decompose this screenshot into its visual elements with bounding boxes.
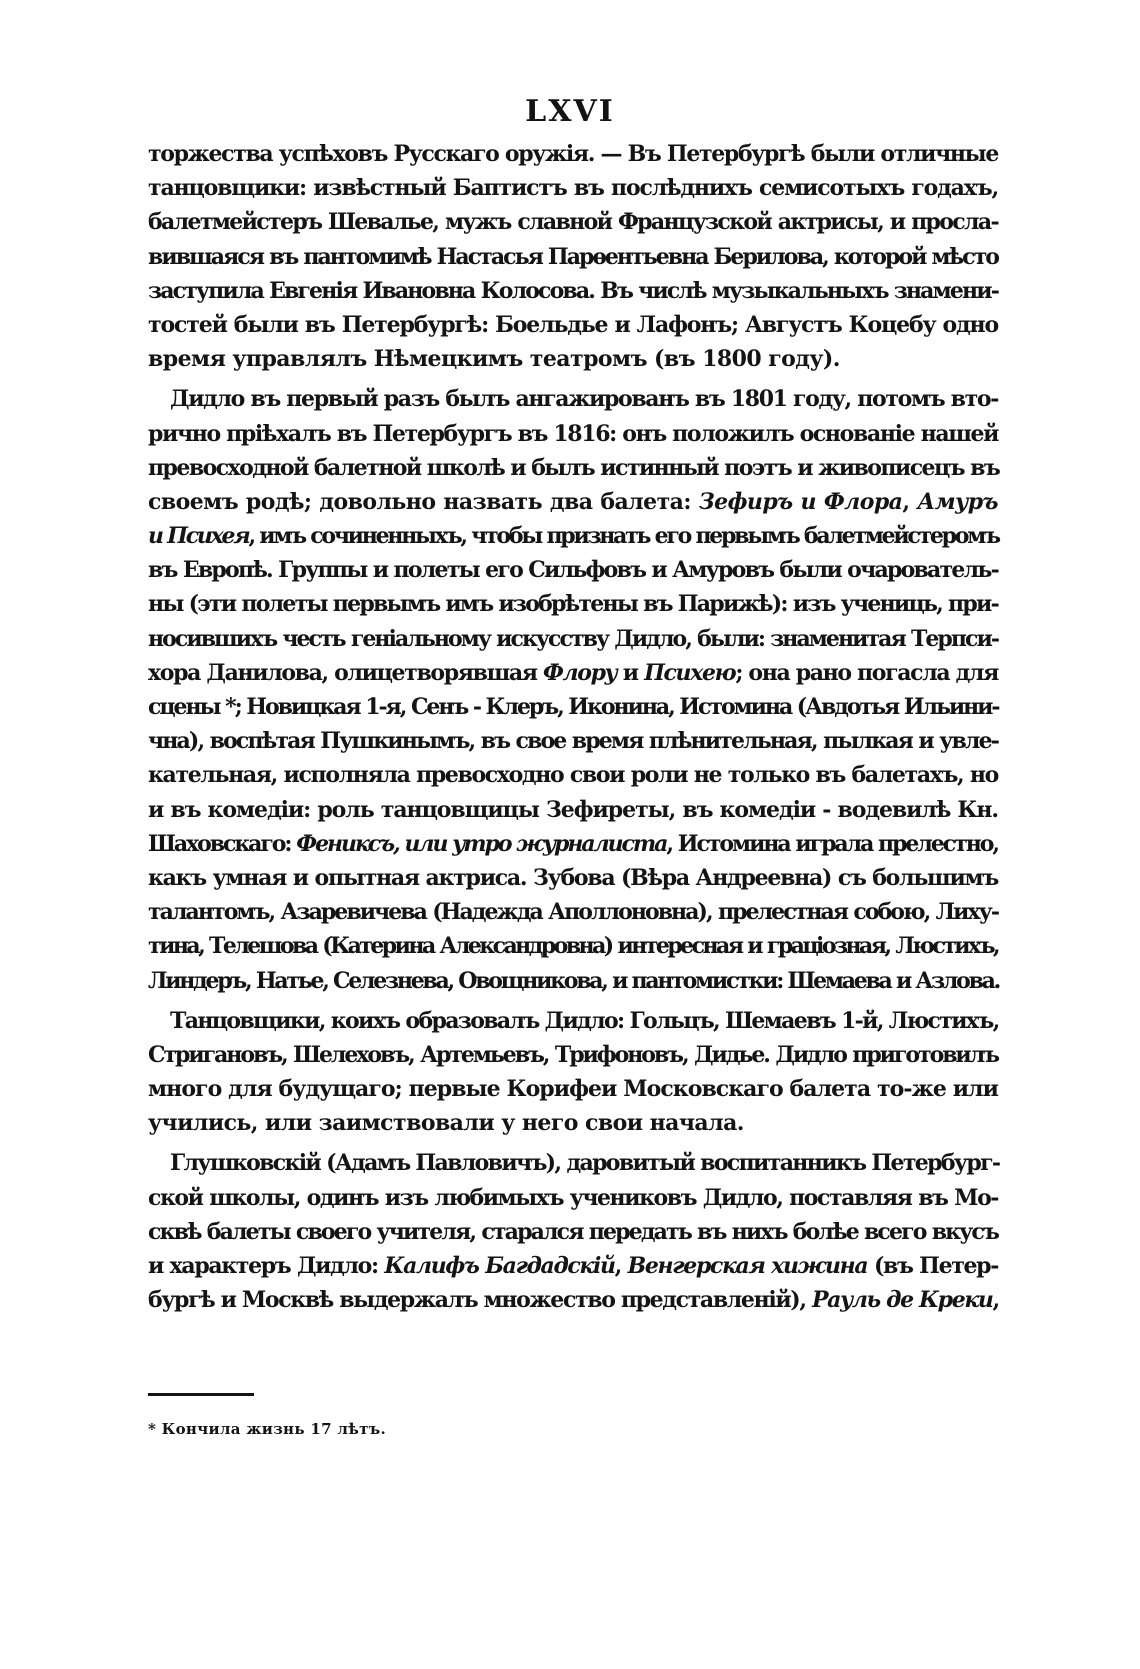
footnote-rule — [148, 1393, 254, 1396]
text-run: Танцовщики, коихъ образовалъ Дидло: Гольцъ, Шемаевъ 1-й, Люстихъ, — [170, 1007, 999, 1034]
text-run: бургѣ и Москвѣ выдержалъ множество представленій), — [148, 1287, 812, 1314]
text-run: Линдеръ, Натье, Селезнева, Овощникова, и пантомистки: Шемаева и Азлова. — [148, 967, 1000, 994]
text-line — [148, 1181, 998, 1215]
text-run: , — [992, 1287, 999, 1314]
text-line — [148, 137, 998, 171]
text-run: ской школы, одинъ изъ любимыхъ учениковъ Дидло, поставляя въ Мо- — [148, 1184, 998, 1211]
italic-title: Психею — [644, 659, 736, 686]
text-run: вившаяся въ пантомимѣ Настасья Парѳентьевна Берилова, которой мѣсто — [148, 243, 998, 270]
text-line — [148, 861, 998, 895]
text-run: и — [616, 659, 645, 686]
text-run: талантомъ, Азаревичева (Надежда Аполлоновна), прелестная собою, Лиху- — [148, 899, 998, 926]
text-run: много для будущаго; первые Корифеи Московскаго балета то-же или — [148, 1076, 998, 1103]
text-run: , — [902, 488, 918, 515]
text-run: (въ Петер- — [867, 1253, 998, 1279]
text-run: балетмейстеръ Шевалье, мужъ славной Французской актрисы, и просла- — [148, 209, 998, 236]
italic-title: Флору — [543, 659, 617, 686]
text-line — [148, 1249, 998, 1283]
text-line — [148, 1283, 998, 1317]
text-run: , Истомина играла прелестно, — [666, 830, 998, 857]
text-line — [148, 758, 998, 792]
text-run: и характеръ Дидло: — [148, 1253, 385, 1279]
text-line — [148, 1072, 998, 1106]
text-run: заступила Евгенія Ивановна Колосова. Въ числѣ музыкальныхъ знамени- — [148, 277, 998, 304]
text-line — [148, 382, 998, 416]
italic-title: Венгерская хижина — [627, 1253, 868, 1279]
text-line — [148, 656, 998, 690]
text-line — [148, 274, 998, 308]
text-run: , — [614, 1253, 628, 1279]
text-line — [148, 171, 998, 205]
text-line — [148, 690, 998, 724]
text-line — [148, 1146, 998, 1180]
text-run: хора Данилова, олицетворявшая — [148, 659, 543, 686]
paragraph — [148, 1004, 998, 1141]
text-line — [148, 451, 998, 485]
text-line — [148, 1038, 998, 1072]
text-run: рично пріѣхалъ въ Петербургъ въ 1816: онъ положилъ основаніе нашей — [148, 420, 999, 447]
paragraph — [148, 382, 998, 997]
text-line — [148, 308, 998, 342]
footnote: * Кончила жизнь 17 лѣтъ. — [148, 1420, 386, 1438]
text-line — [148, 342, 998, 376]
text-run: сцены *; Новицкая 1-я, Сенъ - Клеръ, Иконина, Истомина (Авдотья Ильини- — [148, 694, 999, 720]
text-line — [148, 793, 998, 827]
body-text — [148, 137, 998, 1317]
text-run: сквѣ балеты своего учителя, старался передать въ нихъ болѣе всего вкусъ — [148, 1218, 998, 1245]
text-run: Дидло въ первый разъ былъ ангажированъ въ 1801 году, потомъ вто- — [170, 386, 998, 413]
text-run: ны (эти полеты первымъ имъ изобрѣтены въ Парижѣ): изъ учениць, при- — [148, 591, 998, 618]
text-run: , имъ сочиненныхъ, чтобы признать его первымъ балетмейстеромъ — [248, 523, 999, 550]
text-run: время управлялъ Нѣмецкимъ театромъ (въ 1800 году). — [148, 346, 840, 373]
text-run: кательная, исполняла превосходно свои роли не только въ балетахъ, но — [148, 762, 998, 789]
text-line — [148, 1215, 998, 1249]
page-number: LXVI — [525, 94, 615, 129]
text-line — [148, 240, 998, 274]
text-run: въ Европѣ. Группы и полеты его Сильфовъ и Амуровъ были очарователь- — [148, 557, 998, 584]
text-run: учились, или заимствовали у него свои начала. — [148, 1110, 744, 1137]
italic-title: Амуръ — [917, 488, 998, 515]
text-line — [148, 485, 998, 519]
text-run: Шаховскаго: — [148, 830, 297, 857]
text-line — [148, 622, 998, 656]
text-line — [148, 895, 998, 929]
text-line — [148, 553, 998, 587]
paragraph — [148, 1146, 998, 1317]
text-run: какъ умная и опытная актриса. Зубова (Вѣра Андреевна) съ большимъ — [148, 864, 998, 891]
text-run: танцовщики: извѣстный Баптистъ въ послѣднихъ семисотыхъ годахъ, — [148, 175, 998, 202]
text-run: Стригановъ, Шелеховъ, Артемьевъ, Трифоновъ, Дидье. Дидло приготовилъ — [148, 1041, 998, 1068]
text-line — [148, 519, 998, 553]
text-run: ; она рано погасла для — [735, 659, 998, 686]
paragraph — [148, 137, 998, 376]
italic-title: Калифъ Багдадскій — [384, 1253, 615, 1279]
text-line — [148, 964, 998, 998]
text-line — [148, 929, 998, 963]
text-run: своемъ родѣ; довольно назвать два балета: — [148, 488, 699, 515]
italic-title: Зефиръ и Флора — [698, 488, 903, 515]
text-line — [148, 587, 998, 621]
text-run: торжества успѣховъ Русскаго оружія. — Въ Петербургѣ были отличные — [148, 141, 998, 167]
text-run: тостей были въ Петербургѣ: Боельдье и Лафонъ; Августъ Коцебу одно — [148, 311, 998, 338]
text-run: чна), воспѣтая Пушкинымъ, въ свое время плѣнительная, пылкая и увле- — [148, 728, 998, 755]
text-line — [148, 1004, 998, 1038]
text-run: и въ комедіи: роль танцовщицы Зефиреты, въ комедіи - водевилѣ Кн. — [148, 796, 998, 823]
italic-title: Рауль де Креки — [811, 1287, 993, 1314]
text-run: превосходной балетной школѣ и былъ истинный поэтъ и живописецъ въ — [148, 454, 1000, 481]
text-line — [148, 205, 998, 239]
text-line — [148, 417, 998, 451]
text-line — [148, 827, 998, 861]
text-run: тина, Телешова (Катерина Александровна) интересная и граціозная, Люстихъ, — [148, 933, 998, 960]
text-line — [148, 724, 998, 758]
italic-title: и Психея — [148, 523, 249, 550]
text-run: Глушковскій (Адамъ Павловичъ), даровитый воспитанникъ Петербург- — [170, 1150, 1000, 1177]
text-line — [148, 1106, 998, 1140]
text-run: носившихъ честь геніальному искусству Дидло, были: знаменитая Терпси- — [148, 625, 998, 652]
italic-title: Фениксъ, или утро журналиста — [296, 830, 667, 857]
